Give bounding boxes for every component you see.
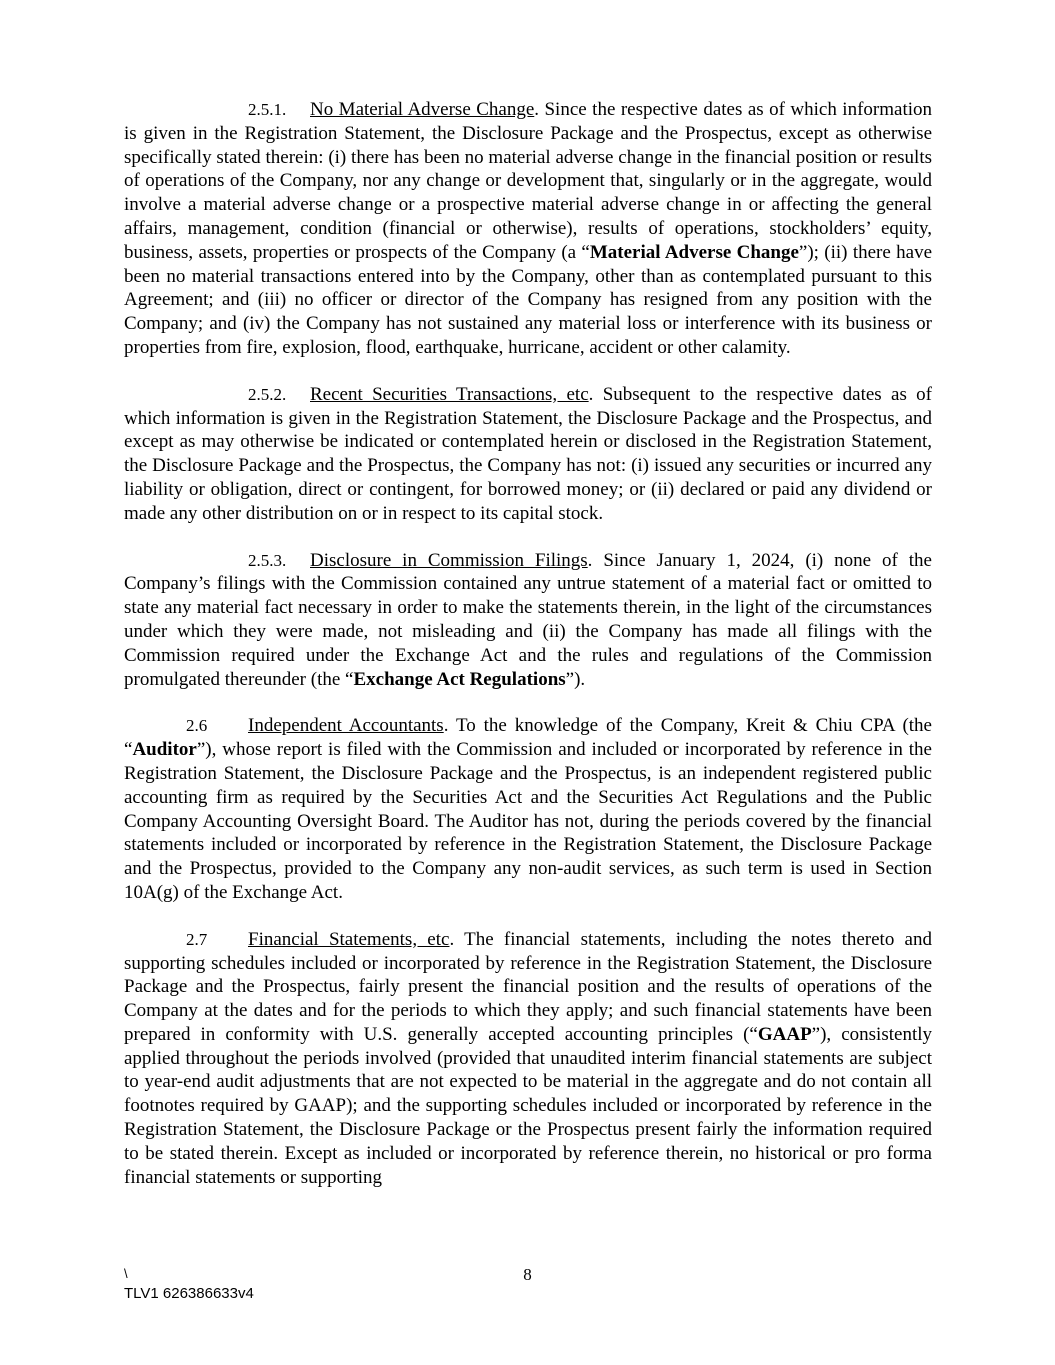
section-2-5-3 bbox=[124, 549, 932, 692]
section-2-5-1 bbox=[124, 98, 932, 360]
section-number: 2.5.1. bbox=[248, 100, 287, 119]
document-body bbox=[124, 98, 932, 1212]
section-heading: No Material Adverse Change bbox=[310, 99, 535, 120]
section-text: . The financial statements, including the notes thereto and supporting schedules included or incorporated by reference in the Registration Statement, the Disclosure Package and the Prospectus, fairly present the financial position and the results of operations of the Company at the dates and for the periods to which they apply; and such financial statements have been prepared in conformity with U.S. generally accepted accounting principles (“ bbox=[124, 928, 932, 1045]
section-text: . To the knowledge of the Company, Kreit & Chiu CPA (the “ bbox=[124, 715, 932, 761]
section-heading: Independent Accountants bbox=[248, 715, 444, 737]
section-heading: Recent Securities Transactions, etc bbox=[310, 383, 589, 405]
section-text: . Subsequent to the respective dates as of which information is given in the Registration Statement, the Disclosure Package and the Prospectus, and except as may otherwise be indicated or contemplated herein or disclosed in the Registration Statement, the Disclosure Package and the Prospectus, the Company has not: (i) issued any securities or incurred any liability or obligation, direct or contingent, for borrowed money; or (ii) declared or paid any dividend or made any other distribution on or in respect to its capital stock. bbox=[124, 383, 932, 524]
section-2-6 bbox=[124, 714, 932, 904]
document-id: TLV1 626386633v4 bbox=[124, 1285, 254, 1302]
defined-term: Auditor bbox=[132, 739, 197, 761]
defined-term: Material Adverse Change bbox=[589, 241, 799, 263]
section-text: ”); (ii) there have been no material transactions entered into by the Company, other than as contemplated pursuant to this Agreement; and (iii) no officer or director of the Company has resigned from any position with the Company; and (iv) the Company has not sustained any material loss or interference with its business or properties from fire, explosion, flood, earthquake, hurricane, accident or other calamity. bbox=[124, 241, 932, 358]
section-2-7 bbox=[124, 928, 932, 1190]
footer-mark: \ bbox=[124, 1266, 128, 1281]
section-2-5-2 bbox=[124, 383, 932, 526]
section-number: 2.5.3. bbox=[248, 550, 287, 570]
section-text: ”). bbox=[565, 668, 586, 690]
page-number: 8 bbox=[523, 1265, 532, 1284]
defined-term: Exchange Act Regulations bbox=[353, 668, 566, 690]
section-number: 2.5.2. bbox=[248, 384, 287, 404]
section-text: ”), consistently applied throughout the periods involved (provided that unaudited interim financial statements are subject to year-end audit adjustments that are not expected to be material in the aggregate and do not contain all footnotes required by GAAP); and the supporting schedules included or incorporated by reference in the Registration Statement, the Disclosure Package or the Prospectus present fairly the information required to be stated therein. Except as included or incorporated by reference therein, no historical or pro forma financial statements or supporting bbox=[124, 1023, 933, 1188]
section-number: 2.7 bbox=[186, 929, 208, 949]
section-number: 2.6 bbox=[186, 716, 208, 736]
section-text: . Since January 1, 2024, (i) none of the Company’s filings with the Commission contained any untrue statement of a material fact or omitted to state any material fact necessary in order to make the statements therein, in the light of the circumstances under which they were made, not misleading and (ii) the Company has made all filings with the Commission required under the Exchange Act and the rules and regulations of the Commission promulgated thereunder (the “ bbox=[124, 549, 932, 690]
section-heading: Financial Statements, etc bbox=[248, 928, 450, 950]
section-text: . Since the respective dates as of which information is given in the Registration Statement, the Disclosure Package and the Prospectus, except as otherwise specifically stated therein: (i) there has been no material adverse change in the financial position or results of operations of the Company, nor any change or development that, singularly or in the aggregate, would involve a material adverse change or a prospective material adverse change in or affecting the general affairs, management, condition (financial or otherwise), results of operations, stockholders’ equity, business, assets, properties or prospects of the Company (a “ bbox=[124, 99, 932, 263]
defined-term: GAAP bbox=[757, 1023, 812, 1045]
section-heading: Disclosure in Commission Filings bbox=[310, 549, 588, 571]
section-text: ”), whose report is filed with the Commission and included or incorporated by reference in the Registration Statement, the Disclosure Package and the Prospectus, is an independent registered public accounting firm as required by the Securities Act and the Securities Act Regulations and the Public Company Accounting Oversight Board. The Auditor has not, during the periods covered by the financial statements included or incorporated by reference in the Registration Statement, the Disclosure Package and the Prospectus, provided to the Company any non-audit services, as such term is used in Section 10A(g) of the Exchange Act. bbox=[124, 739, 932, 903]
